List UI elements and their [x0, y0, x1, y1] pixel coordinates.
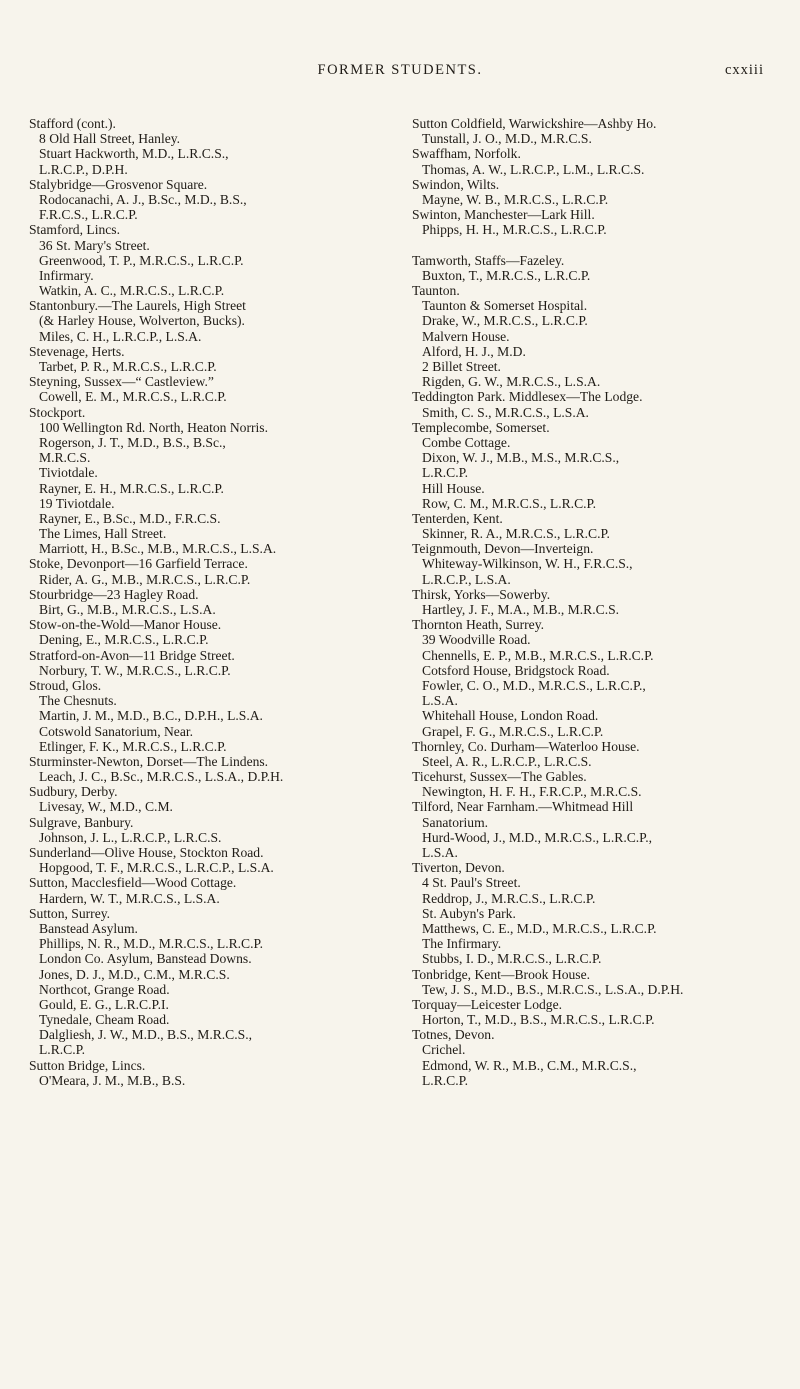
directory-entry: Norbury, T. W., M.R.C.S., L.R.C.P.: [39, 662, 231, 678]
directory-entry: Etlinger, F. K., M.R.C.S., L.R.C.P.: [39, 738, 227, 754]
place-heading: Sturminster-Newton, Dorset—The Lindens.: [29, 753, 269, 769]
directory-entry: Cotswold Sanatorium, Near.: [39, 723, 194, 739]
directory-entry: Row, C. M., M.R.C.S., L.R.C.P.: [422, 495, 596, 511]
place-heading: Stalybridge—Grosvenor Square.: [29, 176, 208, 192]
place-heading: Tiverton, Devon.: [412, 860, 505, 876]
place-heading: Stevenage, Herts.: [29, 343, 125, 359]
directory-entry: Infirmary.: [39, 267, 94, 283]
directory-entry: L.R.C.P.: [422, 1072, 469, 1088]
directory-entry: Rayner, E. H., M.R.C.S., L.R.C.P.: [39, 480, 224, 496]
place-heading: Stockport.: [29, 404, 86, 420]
directory-entry: 8 Old Hall Street, Hanley.: [39, 131, 181, 147]
directory-entry: 36 St. Mary's Street.: [39, 237, 150, 253]
place-heading: Stoke, Devonport—16 Garfield Terrace.: [29, 556, 248, 572]
directory-entry: Miles, C. H., L.R.C.P., L.S.A.: [39, 328, 202, 344]
directory-entry: Combe Cottage.: [422, 434, 511, 450]
directory-entry: Martin, J. M., M.D., B.C., D.P.H., L.S.A.: [39, 708, 263, 724]
directory-entry: Phillips, N. R., M.D., M.R.C.S., L.R.C.P.: [39, 936, 263, 952]
directory-entry: Tynedale, Cheam Road.: [39, 1012, 170, 1028]
place-heading: Tonbridge, Kent—Brook House.: [412, 966, 591, 982]
directory-entry: Grapel, F. G., M.R.C.S., L.R.C.P.: [422, 723, 604, 739]
place-heading: Swindon, Wilts.: [412, 176, 500, 192]
directory-entry: Stuart Hackworth, M.D., L.R.C.S.,: [39, 146, 229, 162]
place-heading: Sutton, Surrey.: [29, 905, 111, 921]
directory-entry: Reddrop, J., M.R.C.S., L.R.C.P.: [422, 890, 596, 906]
directory-entry: Tiviotdale.: [39, 465, 98, 481]
directory-entry: Hartley, J. F., M.A., M.B., M.R.C.S.: [422, 602, 620, 617]
directory-entry: Phipps, H. H., M.R.C.S., L.R.C.P.: [422, 222, 607, 238]
directory-entry: London Co. Asylum, Banstead Downs.: [39, 951, 252, 967]
place-heading: Stantonbury.—The Laurels, High Street: [29, 298, 246, 314]
directory-entry: Dixon, W. J., M.B., M.S., M.R.C.S.,: [422, 450, 620, 466]
directory-entry: St. Aubyn's Park.: [422, 905, 516, 921]
directory-entry: Matthews, C. E., M.D., M.R.C.S., L.R.C.P.: [422, 920, 657, 936]
directory-entry: Fowler, C. O., M.D., M.R.C.S., L.R.C.P.,: [422, 677, 646, 693]
directory-entry: Malvern House.: [422, 328, 510, 344]
directory-entry: The Limes, Hall Street.: [39, 526, 167, 542]
place-heading: Thornley, Co. Durham—Waterloo House.: [412, 738, 640, 754]
directory-entry: O'Meara, J. M., M.B., B.S.: [39, 1072, 186, 1088]
directory-entry: Rodocanachi, A. J., B.Sc., M.D., B.S.,: [39, 191, 247, 207]
directory-entry: L.R.C.P.: [422, 465, 469, 481]
place-heading: Taunton.: [412, 283, 460, 299]
page-title: FORMER STUDENTS.: [317, 62, 483, 78]
place-heading: Sulgrave, Banbury.: [29, 814, 134, 830]
directory-entry: Banstead Asylum.: [39, 920, 138, 936]
directory-entry: Steel, A. R., L.R.C.P., L.R.C.S.: [422, 753, 592, 769]
place-heading: Tenterden, Kent.: [412, 510, 503, 526]
directory-entry: Marriott, H., B.Sc., M.B., M.R.C.S., L.S.A.: [39, 541, 277, 557]
directory-entry: L.R.C.P., L.S.A.: [422, 571, 511, 587]
place-heading: Sutton, Macclesfield—Wood Cottage.: [29, 875, 237, 891]
directory-entry: Edmond, W. R., M.B., C.M., M.R.C.S.,: [422, 1057, 637, 1073]
directory-entry: Dalgliesh, J. W., M.D., B.S., M.R.C.S.,: [39, 1027, 253, 1043]
directory-entry: L.S.A.: [422, 845, 458, 860]
directory-entry: Leach, J. C., B.Sc., M.R.C.S., L.S.A., D.P.H.: [39, 769, 284, 785]
directory-entry: Alford, H. J., M.D.: [422, 343, 526, 359]
directory-entry: Rigden, G. W., M.R.C.S., L.S.A.: [422, 374, 601, 390]
place-heading: Templecombe, Somerset.: [412, 419, 550, 435]
directory-entry: Horton, T., M.D., B.S., M.R.C.S., L.R.C.P.: [422, 1012, 655, 1028]
directory-entry: 19 Tiviotdale.: [39, 495, 115, 511]
place-heading: Tilford, Near Farnham.—Whitmead Hill: [412, 799, 634, 815]
directory-entry: Livesay, W., M.D., C.M.: [39, 799, 173, 815]
place-heading: Teignmouth, Devon—Inverteign.: [412, 541, 594, 557]
directory-entry: Johnson, J. L., L.R.C.P., L.R.C.S.: [39, 829, 222, 845]
directory-entry: 100 Wellington Rd. North, Heaton Norris.: [39, 419, 268, 435]
directory-entry: (& Harley House, Wolverton, Bucks).: [39, 313, 245, 329]
place-heading: [412, 238, 782, 253]
right-column: [412, 116, 782, 1088]
place-heading: Sunderland—Olive House, Stockton Road.: [29, 845, 264, 860]
directory-entry: Smith, C. S., M.R.C.S., L.S.A.: [422, 404, 589, 420]
directory-entry: Drake, W., M.R.C.S., L.R.C.P.: [422, 313, 588, 329]
directory-entry: 4 St. Paul's Street.: [422, 875, 521, 891]
place-heading: Sutton Bridge, Lincs.: [29, 1057, 146, 1073]
directory-entry: Rider, A. G., M.B., M.R.C.S., L.R.C.P.: [39, 571, 251, 587]
directory-entry: M.R.C.S.: [39, 450, 91, 466]
directory-entry: The Infirmary.: [422, 936, 502, 952]
directory-entry: Birt, G., M.B., M.R.C.S., L.S.A.: [39, 602, 216, 617]
directory-entry: Jones, D. J., M.D., C.M., M.R.C.S.: [39, 966, 230, 982]
directory-entry: Cotsford House, Bridgstock Road.: [422, 662, 610, 678]
directory-entry: Hurd-Wood, J., M.D., M.R.C.S., L.R.C.P.,: [422, 829, 653, 845]
directory-entry: Chennells, E. P., M.B., M.R.C.S., L.R.C.P.: [422, 647, 654, 663]
directory-entry: Northcot, Grange Road.: [39, 981, 170, 997]
directory-entry: Crichel.: [422, 1042, 466, 1058]
directory-entry: 2 Billet Street.: [422, 359, 501, 374]
directory-entry: Dening, E., M.R.C.S., L.R.C.P.: [39, 632, 209, 648]
place-heading: Ticehurst, Sussex—The Gables.: [412, 769, 587, 785]
place-heading: Stow-on-the-Wold—Manor House.: [29, 617, 222, 633]
directory-entry: F.R.C.S., L.R.C.P.: [39, 207, 138, 223]
directory-entry: Whitehall House, London Road.: [422, 708, 599, 724]
directory-entry: Rogerson, J. T., M.D., B.S., B.Sc.,: [39, 434, 226, 450]
directory-entry: Watkin, A. C., M.R.C.S., L.R.C.P.: [39, 283, 225, 299]
place-heading: Teddington Park. Middlesex—The Lodge.: [412, 389, 643, 405]
directory-entry: Hopgood, T. F., M.R.C.S., L.R.C.P., L.S.A.: [39, 860, 274, 876]
place-heading: Torquay—Leicester Lodge.: [412, 996, 563, 1012]
place-heading: Stafford (cont.).: [29, 116, 116, 131]
directory-entry: Hill House.: [422, 480, 485, 496]
directory-entry: L.R.C.P.: [39, 1042, 86, 1058]
directory-entry: The Chesnuts.: [39, 693, 117, 709]
directory-entry: Tarbet, P. R., M.R.C.S., L.R.C.P.: [39, 359, 217, 374]
directory-entry: Gould, E. G., L.R.C.P.I.: [39, 996, 169, 1012]
directory-entry: L.S.A.: [422, 693, 458, 709]
directory-entry: L.R.C.P., D.P.H.: [39, 161, 128, 177]
place-heading: Stroud, Glos.: [29, 677, 102, 693]
directory-entry: Thomas, A. W., L.R.C.P., L.M., L.R.C.S.: [422, 161, 645, 177]
directory-entry: Stubbs, I. D., M.R.C.S., L.R.C.P.: [422, 951, 602, 967]
page-number: cxxiii: [724, 62, 764, 78]
place-heading: Thirsk, Yorks—Sowerby.: [412, 586, 551, 602]
place-heading: Stratford-on-Avon—11 Bridge Street.: [29, 647, 235, 663]
directory-entry: Skinner, R. A., M.R.C.S., L.R.C.P.: [422, 526, 610, 542]
directory-entry: Hardern, W. T., M.R.C.S., L.S.A.: [39, 890, 220, 906]
left-column: [29, 116, 399, 1088]
directory-entry: Rayner, E., B.Sc., M.D., F.R.C.S.: [39, 510, 221, 526]
place-heading: Swaffham, Norfolk.: [412, 146, 521, 162]
place-heading: Swinton, Manchester—Lark Hill.: [412, 207, 595, 223]
directory-entry: Mayne, W. B., M.R.C.S., L.R.C.P.: [422, 191, 609, 207]
place-heading: Sudbury, Derby.: [29, 784, 118, 800]
directory-entry: Buxton, T., M.R.C.S., L.R.C.P.: [422, 267, 591, 283]
directory-entry: Cowell, E. M., M.R.C.S., L.R.C.P.: [39, 389, 227, 405]
place-heading: Stamford, Lincs.: [29, 222, 120, 238]
place-heading: Steyning, Sussex—“ Castleview.”: [29, 374, 214, 390]
place-heading: Tamworth, Staffs—Fazeley.: [412, 252, 565, 268]
place-heading: Sutton Coldfield, Warwickshire—Ashby Ho.: [412, 116, 657, 131]
directory-entry: Whiteway-Wilkinson, W. H., F.R.C.S.,: [422, 556, 633, 572]
directory-entry: Tunstall, J. O., M.D., M.R.C.S.: [422, 131, 592, 147]
directory-entry: Taunton & Somerset Hospital.: [422, 298, 588, 314]
directory-entry: 39 Woodville Road.: [422, 632, 531, 648]
directory-entry: Greenwood, T. P., M.R.C.S., L.R.C.P.: [39, 252, 244, 268]
directory-entry: Sanatorium.: [422, 814, 489, 830]
directory-entry: Newington, H. F. H., F.R.C.P., M.R.C.S.: [422, 784, 642, 800]
directory-entry: Tew, J. S., M.D., B.S., M.R.C.S., L.S.A., D.P.H.: [422, 981, 684, 997]
place-heading: Thornton Heath, Surrey.: [412, 617, 545, 633]
place-heading: Totnes, Devon.: [412, 1027, 495, 1043]
place-heading: Stourbridge—23 Hagley Road.: [29, 586, 199, 602]
running-head: [0, 62, 800, 86]
